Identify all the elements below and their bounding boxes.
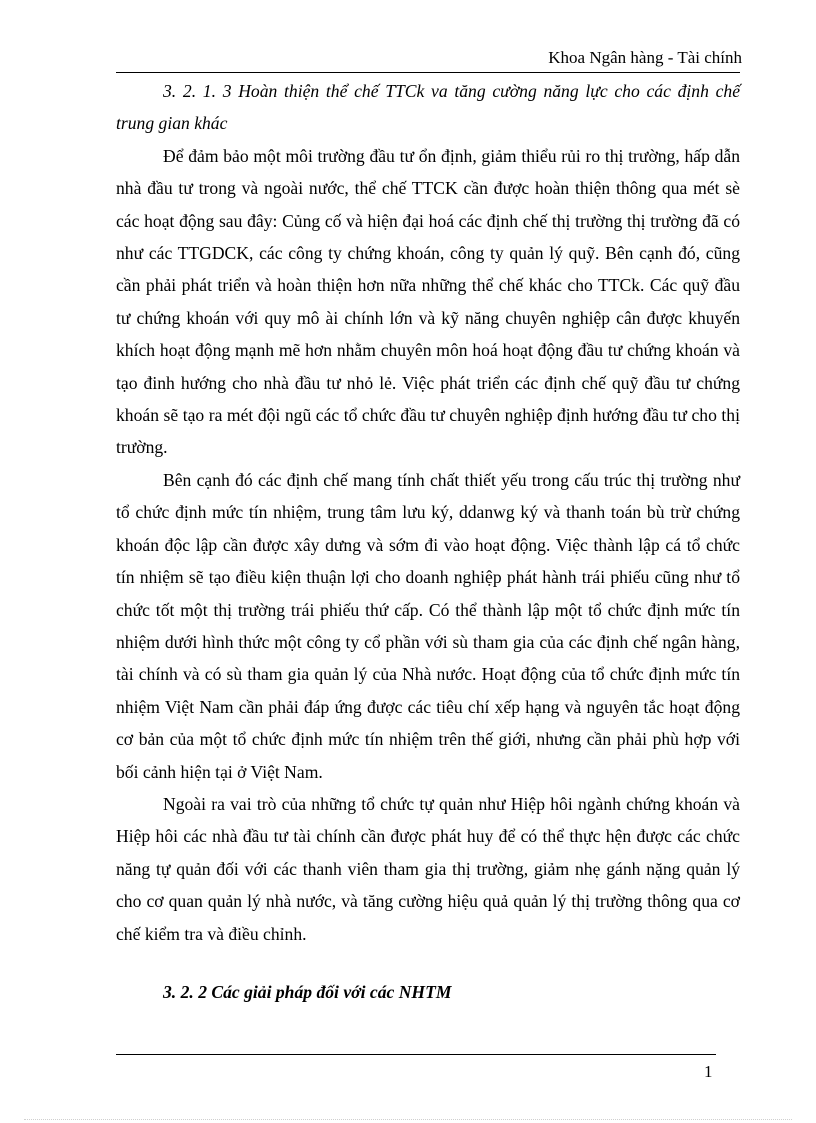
footer-divider [116,1054,716,1055]
page-number: 1 [704,1062,713,1081]
document-body [116,75,740,1008]
page-header: Khoa Ngân hàng - Tài chính [548,48,742,67]
page-edge-divider [24,1119,792,1120]
paragraph: Ngoài ra vai trò của những tổ chức tự quản như Hiệp hôi ngành chứng khoán và Hiệp hôi các nhà đầu tư tài chính cần được phát huy để có thể thực hện được các chức năng tự quản đối với các thanh viên tham gia thị trường, giảm nhẹ gánh nặng quản lý cho cơ quan quản lý nhà nước, và tăng cường hiệu quả quản lý thị trường thông qua cơ chế kiểm tra và điều chỉnh. [116,793,740,944]
subsection-heading: 3. 2. 2 Các giải pháp đối với các NHTM [163,981,452,1002]
paragraph: Bên cạnh đó các định chế mang tính chất thiết yếu trong cấu trúc thị trường như tổ chức định mức tín nhiệm, trung tâm lưu ký, ddanwg ký và thanh toán bù trừ chứng khoán độc lập cần được xây dưng và sớm đi vào hoạt động. Việc thành lập cá tổ chức tín nhiệm sẽ tạo điều kiện thuận lợi cho doanh nghiệp phát hành trái phiếu cũng như tổ chức tốt một thị trường trái phiếu thứ cấp. Có thể thành lập một tổ chức định mức tín nhiệm dưới hình thức một công ty cổ phần với sù tham gia của các định chế ngân hàng, tài chính và có sù tham gia quản lý của Nhà nước. Hoạt động của tổ chức định mức tín nhiệm Việt Nam cần phải đáp ứng được các tiêu chí xếp hạng và nguyên tắc hoạt động cơ bản của một tổ chức định mức tín nhiệm trên thế giới, nhưng cần phải phù hợp với bối cảnh hiện tại ở Việt Nam. [116,469,740,782]
section-heading: 3. 2. 1. 3 Hoàn thiện thể chế TTCk va tăng cường năng lực cho các định chế trung gian khác [116,81,740,134]
header-divider [116,72,740,73]
paragraph: Để đảm bảo một môi trường đầu tư ổn định, giảm thiểu rủi ro thị trường, hấp dẫn nhà đầu tư trong và ngoài nước, thể chế TTCK cần được hoàn thiện thông qua mét sè các hoạt động sau đây: Củng cố và hiện đại hoá các định chế thị trường thị trường đã có như các TTGDCK, các công ty chứng khoán, công ty quản lý quỹ. Bên cạnh đó, cũng cần phải phát triển và hoàn thiện hơn nữa những thể chế khác cho TTCk. Các quỹ đầu tư chứng khoán với quy mô ài chính lớn và kỹ năng chuyên nghiệp cân được khuyến khích hoạt động mạnh mẽ hơn nhằm chuyên môn hoá hoạt động đầu tư chứng khoán và tạo đinh hướng cho nhà đầu tư nhỏ lẻ. Việc phát triển các định chế quỹ đầu tư chứng khoán sẽ tạo ra mét đội ngũ các tổ chức đầu tư chuyên nghiệp định hướng đầu tư cho thị trường. [116,145,740,458]
